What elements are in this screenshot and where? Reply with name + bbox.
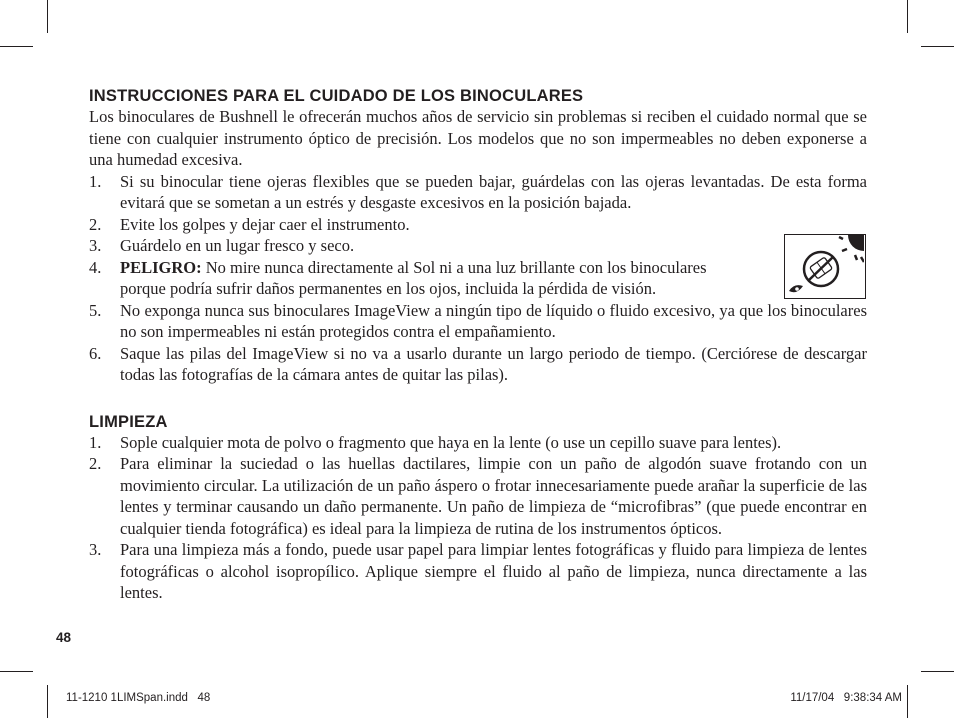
item-text: No exponga nunca sus binoculares ImageView a ningún tipo de líquido o fluido excesivo, ya que los binoculares no son impermeables ni están protegidos contra el empañamiento. — [120, 300, 867, 341]
item-number: 1. — [89, 171, 102, 191]
item-number: 5. — [89, 300, 102, 320]
item-text: Saque las pilas del ImageView si no va a usarlo durante un largo periodo de tiempo. (Cerciórese de descargar todas las fotografías de la cámara antes de quitar las pilas). — [120, 343, 867, 384]
crop-mark — [921, 46, 954, 47]
item-number: 1. — [89, 432, 102, 452]
crop-mark — [907, 685, 908, 718]
list-item — [89, 343, 867, 386]
item-text-wrap — [120, 257, 749, 300]
item-text: Sople cualquier mota de polvo o fragmento que haya en la lente (o use un cepillo suave para lentes). — [120, 432, 782, 452]
item-number: 2. — [89, 454, 102, 473]
item-number: 3. — [89, 540, 102, 559]
item-number: 6. — [89, 343, 102, 363]
page-number: 48 — [56, 630, 72, 645]
date-slug: 11/17/04 9:38:34 AM — [790, 692, 902, 704]
list-item — [89, 214, 867, 236]
list-item-warning — [89, 257, 867, 300]
file-slug: 11-1210 1LIMSpan.indd 48 — [66, 692, 211, 704]
crop-mark — [921, 671, 954, 672]
list-item — [89, 453, 867, 539]
item-number: 4. — [89, 257, 102, 277]
sun-binocular-warning-icon — [784, 234, 866, 299]
item-number: 3. — [89, 236, 102, 255]
crop-mark — [47, 685, 48, 718]
warning-label: PELIGRO: — [120, 257, 202, 277]
page-content — [89, 86, 867, 604]
care-list — [89, 171, 867, 386]
crop-mark — [47, 0, 48, 33]
list-item — [89, 539, 867, 604]
item-text: Guárdelo en un lugar fresco y seco. — [120, 236, 355, 255]
care-heading: INSTRUCCIONES PARA EL CUIDADO DE LOS BINOCULARES — [89, 87, 584, 105]
warning-icon-graphic — [785, 235, 864, 297]
item-text: Para eliminar la suciedad o las huellas dactilares, limpie con un paño de algodón suave frotando con un movimiento circular. La utilización de un paño áspero o frotar innecesariamente puede arañar la superficie de las lentes y terminar causando un daño permanente. Un paño de limpieza de “microfibras” (que puede encontrar en cualquier tienda fotográfica) es ideal para la limpieza de rutina de los instrumentos ópticos. — [120, 454, 867, 538]
cleaning-list — [89, 432, 867, 604]
cleaning-heading: LIMPIEZA — [89, 412, 168, 431]
crop-mark — [0, 671, 33, 672]
item-text: Si su binocular tiene ojeras flexibles que se pueden bajar, guárdelas con las ojeras levantadas. De esta forma evitará que se sometan a un estrés y desgaste excesivos en la posición bajada. — [120, 171, 867, 212]
item-text: Para una limpieza más a fondo, puede usar papel para limpiar lentes fotográficas y fluido para limpieza de lentes fotográficas o alcohol isopropílico. Aplique siempre el fluido al paño de limpieza, nunca directamente a las lentes. — [120, 540, 867, 602]
list-item — [89, 235, 867, 257]
crop-mark — [907, 0, 908, 33]
list-item — [89, 300, 867, 343]
item-number: 2. — [89, 214, 102, 234]
crop-mark — [0, 46, 33, 47]
list-item — [89, 432, 867, 454]
item-text: Evite los golpes y dejar caer el instrumento. — [120, 214, 410, 234]
care-intro: Los binoculares de Bushnell le ofrecerán muchos años de servicio sin problemas si reciben el cuidado normal que se tiene con cualquier instrumento óptico de precisión. Los modelos que no son impermeables no deben exponerse a una humedad excesiva. — [89, 107, 867, 169]
item-text: No mire nunca directamente al Sol ni a una luz brillante con los binoculares porque podría sufrir daños permanentes en los ojos, incluida la pérdida de visión. — [120, 257, 707, 298]
list-item — [89, 171, 867, 214]
